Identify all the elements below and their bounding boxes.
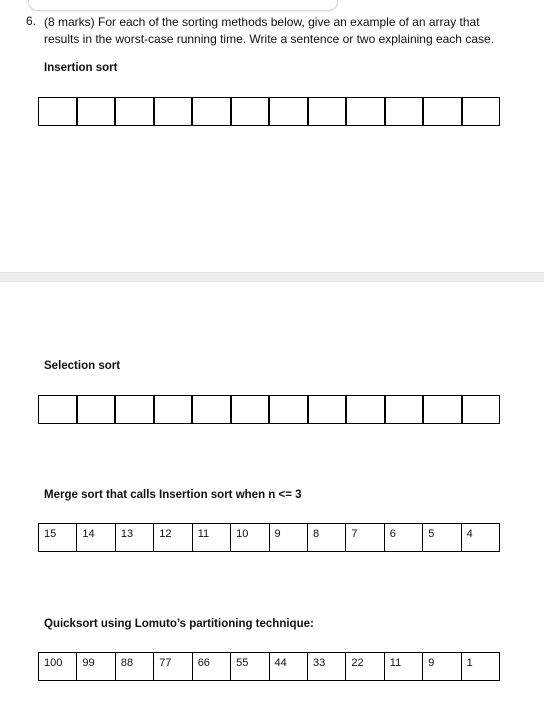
array-cell[interactable] [423,524,461,551]
selection-sort-label: Selection sort [44,360,121,372]
array-cell[interactable] [346,653,384,680]
cell-value: 55 [236,657,249,669]
cell-value: 12 [159,528,172,540]
array-cell[interactable] [77,653,115,680]
array-cell[interactable] [347,396,386,423]
array-cell[interactable] [232,396,271,423]
array-cell[interactable] [347,98,386,125]
cell-value: 66 [197,657,210,669]
array-cell[interactable] [39,98,78,125]
cell-value: 1 [466,657,473,669]
question-text: (8 marks) For each of the sorting methods below, give an example of an array that results in the worst-case running time. Write a sentence or two explaining each case. [44,15,494,46]
array-cell[interactable] [231,653,269,680]
array-cell[interactable] [116,653,154,680]
insertion-sort-array [38,97,500,126]
cell-value: 22 [351,657,364,669]
cell-value: 5 [428,528,435,540]
insertion-sort-label: Insertion sort [44,62,118,74]
cell-value: 15 [44,528,57,540]
cell-value: 100 [44,657,63,669]
top-tab [28,0,338,11]
selection-sort-array [38,395,500,424]
array-cell[interactable] [116,396,155,423]
array-cell[interactable] [231,524,269,551]
array-cell[interactable] [385,524,423,551]
array-cell[interactable] [463,98,500,125]
array-cell[interactable] [193,396,232,423]
cell-value: 9 [428,657,435,669]
array-cell[interactable] [155,98,194,125]
cell-value: 14 [82,528,95,540]
cell-value: 11 [389,657,402,669]
cell-value: 44 [274,657,287,669]
cell-value: 99 [82,657,95,669]
array-cell[interactable] [424,98,463,125]
array-cell[interactable] [386,98,425,125]
array-cell[interactable] [270,653,308,680]
cell-value: 88 [120,657,134,669]
merge-sort-array [38,523,500,552]
quicksort-label: Quicksort using Lomuto’s partitioning technique: [44,618,314,630]
cell-value: 9 [274,528,281,540]
array-cell[interactable] [154,524,192,551]
array-cell[interactable] [39,524,77,551]
array-cell[interactable] [424,396,463,423]
cell-value: 7 [351,528,358,540]
cell-value: 77 [159,657,172,669]
array-cell[interactable] [39,396,78,423]
array-cell[interactable] [308,653,346,680]
array-cell[interactable] [309,396,348,423]
array-cell[interactable] [154,653,192,680]
array-cell[interactable] [463,396,500,423]
array-cell[interactable] [462,524,499,551]
array-cell[interactable] [346,524,384,551]
cell-value: 4 [466,528,473,540]
array-cell[interactable] [39,653,77,680]
array-cell[interactable] [270,396,309,423]
merge-sort-label: Merge sort that calls Insertion sort when n <= 3 [44,489,302,501]
cell-value: 13 [120,528,134,540]
array-cell[interactable] [385,653,423,680]
cell-value: 6 [389,528,396,540]
array-cell[interactable] [116,98,155,125]
page-separator [0,272,544,282]
array-cell[interactable] [193,653,231,680]
array-cell[interactable] [155,396,194,423]
array-cell[interactable] [423,653,461,680]
array-cell[interactable] [78,98,117,125]
question-number: 6. [26,14,37,28]
array-cell[interactable] [309,98,348,125]
array-cell[interactable] [116,524,154,551]
cell-value: 11 [197,528,210,540]
array-cell[interactable] [462,653,499,680]
array-cell[interactable] [232,98,271,125]
array-cell[interactable] [193,98,232,125]
array-cell[interactable] [270,524,308,551]
array-cell[interactable] [308,524,346,551]
array-cell[interactable] [270,98,309,125]
quicksort-array [38,652,500,681]
array-cell[interactable] [386,396,425,423]
array-cell[interactable] [78,396,117,423]
cell-value: 10 [236,528,249,540]
array-cell[interactable] [193,524,231,551]
array-cell[interactable] [77,524,115,551]
cell-value: 33 [312,657,326,669]
cell-value: 8 [312,528,320,540]
